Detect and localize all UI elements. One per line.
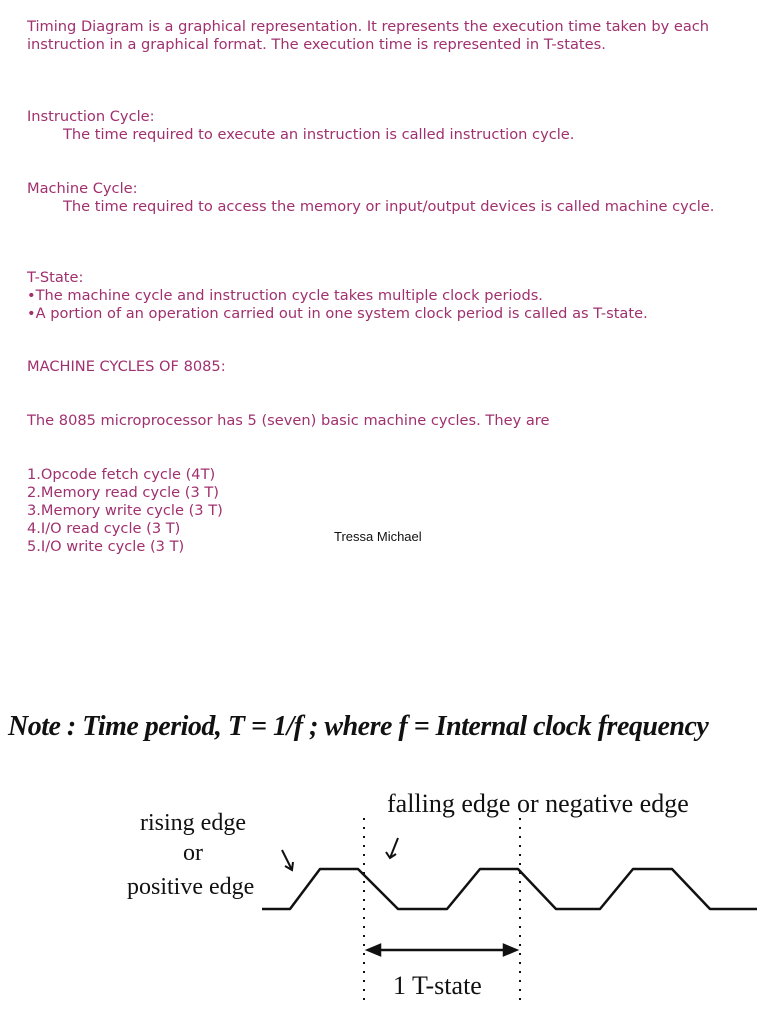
machine-cycle-text: The time required to access the memory or input/output devices is called machine cycle.: [63, 198, 715, 215]
cycle-list-item: 1.Opcode fetch cycle (4T): [27, 466, 216, 483]
t-state-heading: T-State:: [27, 269, 84, 286]
cycle-list-item: 5.I/O write cycle (3 T): [27, 538, 185, 555]
cycle-list-item: 4.I/O read cycle (3 T): [27, 520, 181, 537]
rising-edge-arrow: [282, 850, 293, 870]
clock-waveform: [262, 869, 757, 909]
instruction-cycle-text: The time required to execute an instruction is called instruction cycle.: [63, 126, 575, 143]
summary-text: The 8085 microprocessor has 5 (seven) basic machine cycles. They are: [27, 412, 550, 429]
t-state-span-arrow: [368, 945, 516, 955]
t-state-label: 1 T-state: [393, 971, 482, 1000]
machine-cycle-heading: Machine Cycle:: [27, 180, 138, 197]
rising-edge-label: positive edge: [127, 874, 255, 900]
note-heading: Note : Time period, T = 1/f ; where f = Internal clock frequency: [8, 711, 709, 742]
cycle-list-item: 3.Memory write cycle (3 T): [27, 502, 223, 519]
t-state-bullet: •A portion of an operation carried out in one system clock period is called as T-state.: [27, 305, 648, 322]
rising-edge-label: or: [183, 840, 203, 866]
author-name: Tressa Michael: [334, 529, 422, 544]
clock-timing-diagram: [0, 760, 768, 1024]
machine-cycles-heading: MACHINE CYCLES OF 8085:: [27, 358, 226, 375]
rising-edge-label: rising edge: [140, 810, 246, 836]
t-state-bullet: •The machine cycle and instruction cycle takes multiple clock periods.: [27, 287, 543, 304]
falling-edge-label: falling edge or negative edge: [387, 789, 689, 818]
intro-paragraph: Timing Diagram is a graphical representation. It represents the execution time taken by each instruction in a graphical format. The execution time is represented in T-states.: [27, 18, 714, 53]
falling-edge-arrow: [386, 838, 398, 858]
instruction-cycle-heading: Instruction Cycle:: [27, 108, 155, 125]
cycle-list-item: 2.Memory read cycle (3 T): [27, 484, 219, 501]
